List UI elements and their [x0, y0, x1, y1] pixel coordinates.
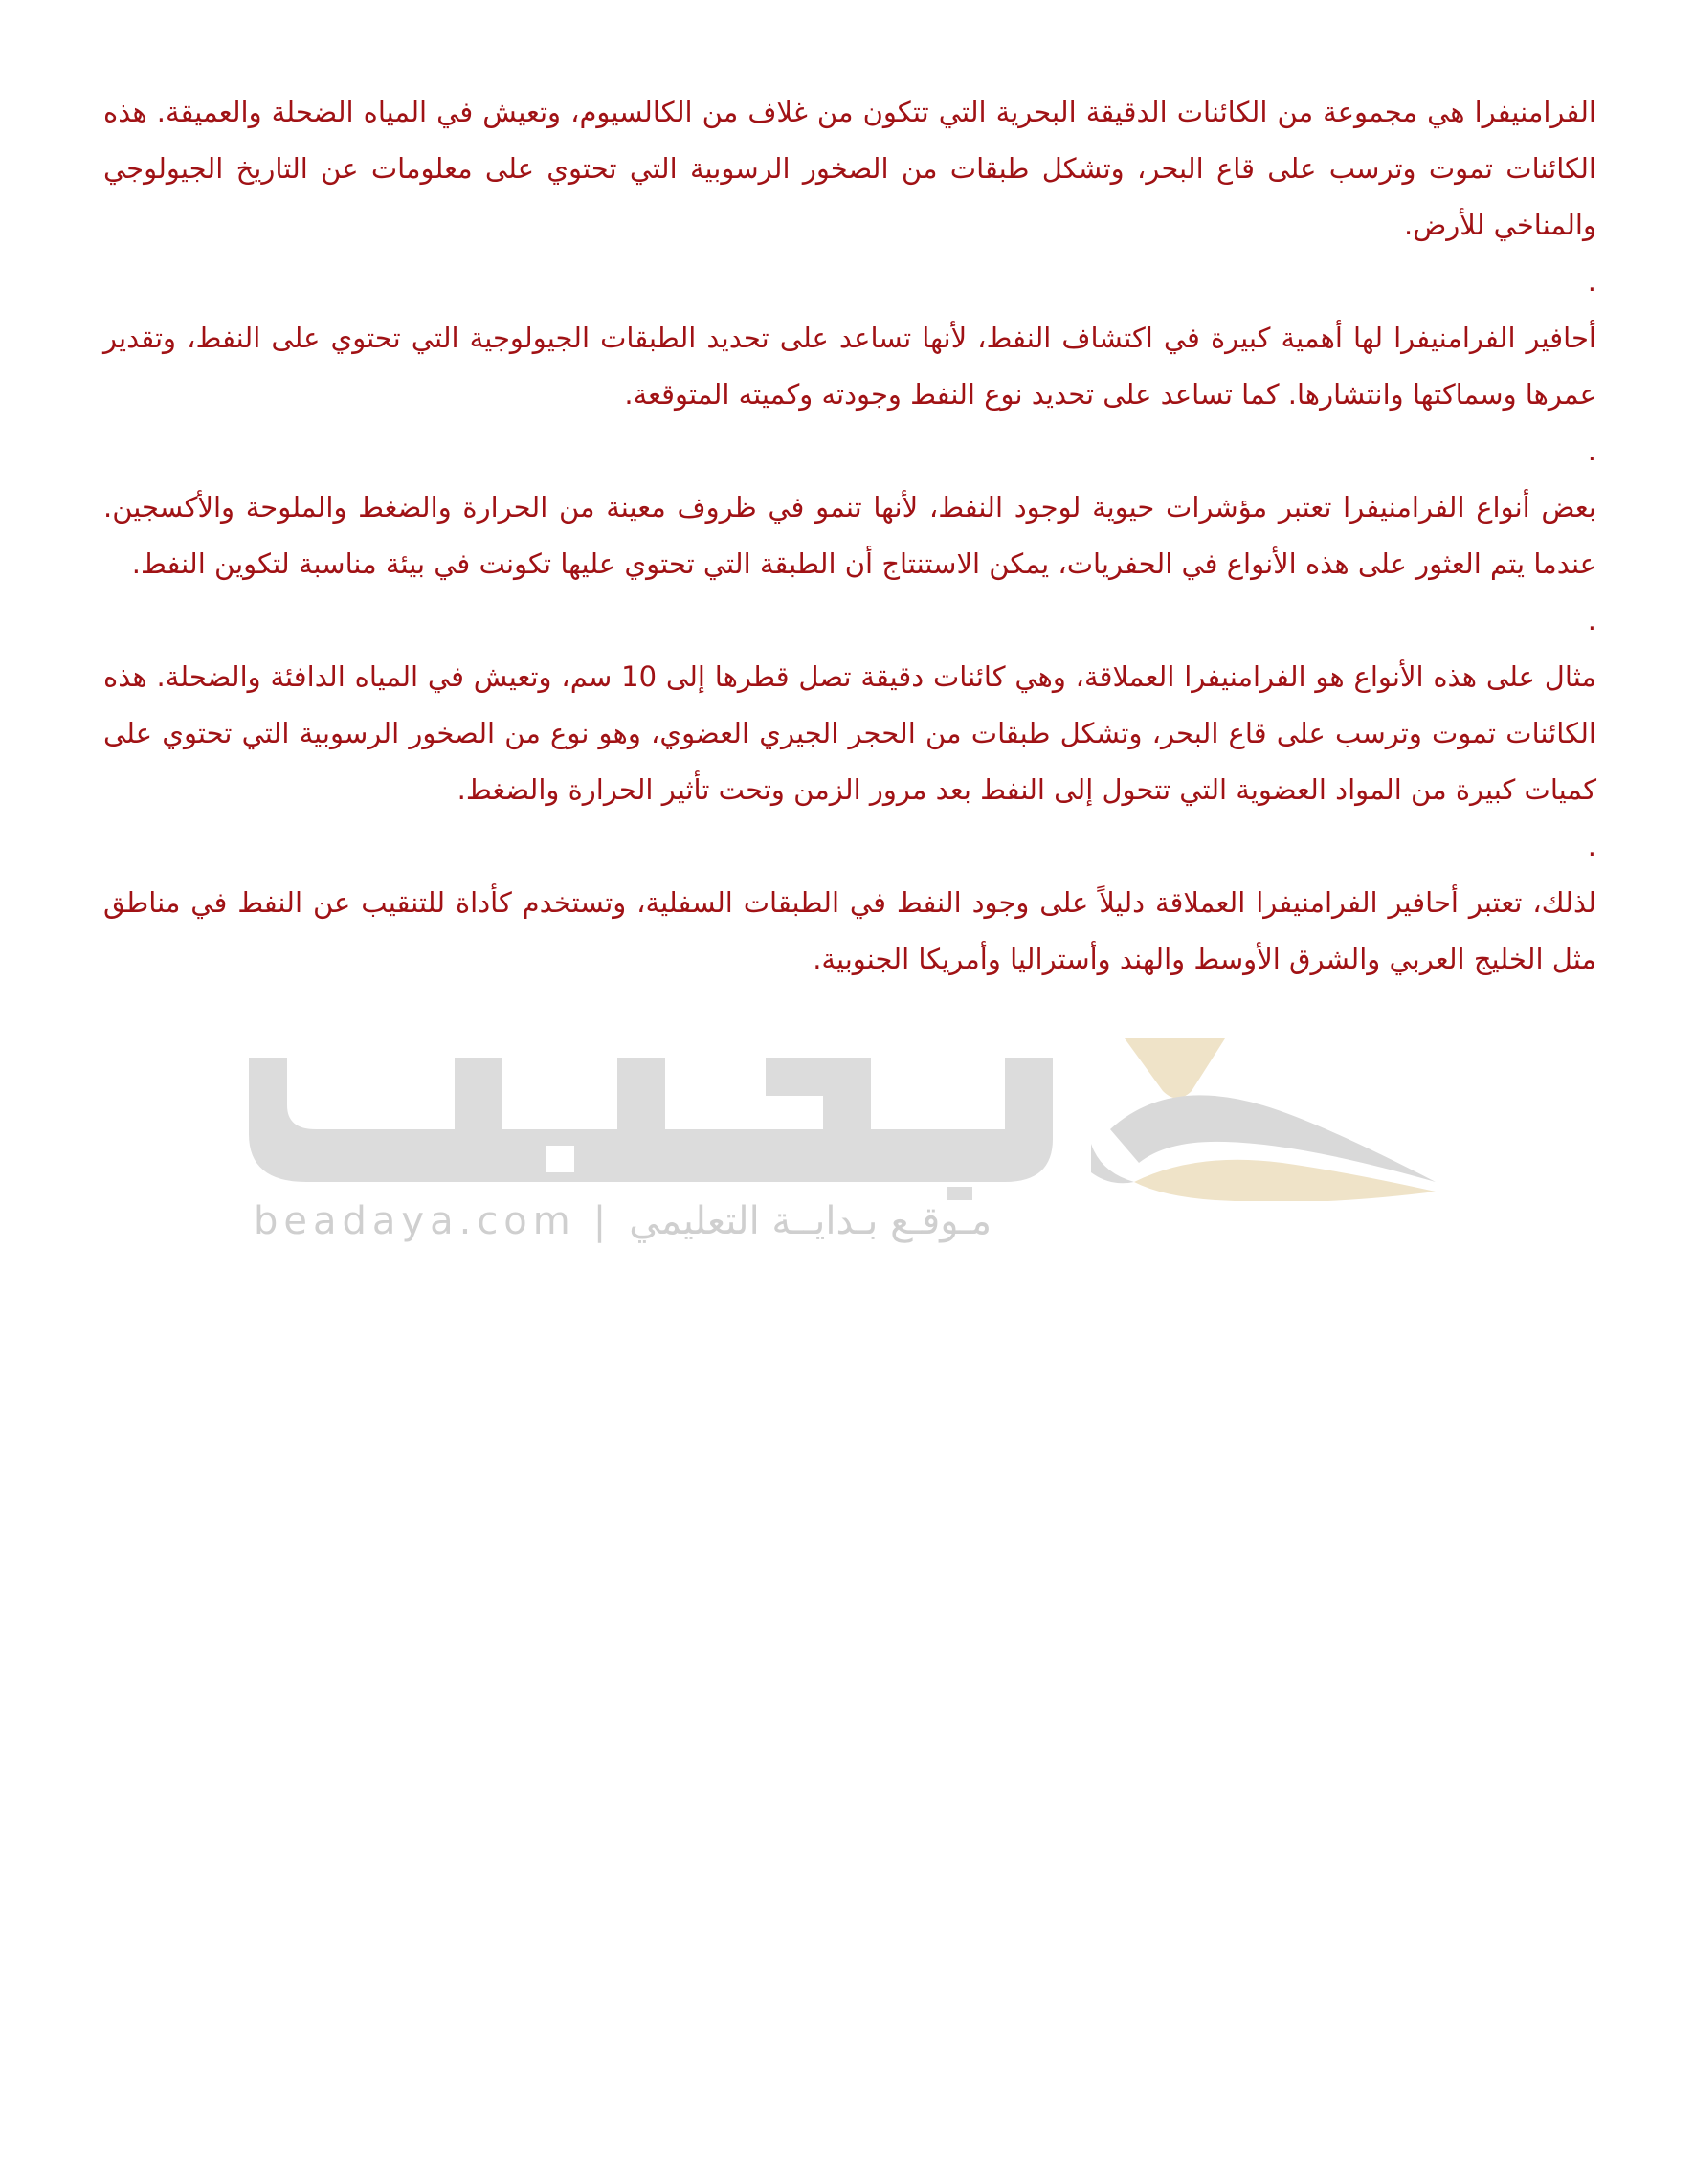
watermark-url: beadaya.com	[254, 1199, 576, 1243]
paragraph-separator: .	[1587, 435, 1596, 467]
logo-swoosh-icon	[1091, 1038, 1436, 1201]
paragraph-separator: .	[1587, 604, 1596, 636]
site-watermark	[249, 1038, 1436, 1249]
watermark-logo	[249, 1038, 1436, 1201]
paragraph-4: مثال على هذه الأنواع هو الفرامنيفرا العملاقة، وهي كائنات دقيقة تصل قطرها إلى 10 سم، وتعيش في المياه الدافئة والضحلة. هذه الكائنات تموت وترسب على قاع البحر، وتشكل طبقات من الحجر الجيري العضوي، وهو نوع من الصخور الرسوبية التي تحتوي على كميات كبيرة من المواد العضوية التي تتحول إلى النفط بعد مرور الزمن وتحت تأثير الحرارة والضغط.	[103, 660, 1596, 806]
watermark-caption	[254, 1196, 1053, 1246]
paragraph-separator: .	[1587, 265, 1596, 298]
logo-strokes	[249, 1058, 1053, 1200]
document-body	[103, 84, 1596, 988]
paragraph-5: لذلك، تعتبر أحافير الفرامنيفرا العملاقة دليلاً على وجود النفط في الطبقات السفلية، وتستخدم كأداة للتنقيب عن النفط في مناطق مثل الخليج العربي والشرق الأوسط والهند وأستراليا وأمريكا الجنوبية.	[103, 886, 1596, 975]
logo-letter	[455, 1058, 502, 1129]
paragraph-3: بعض أنواع الفرامنيفرا تعتبر مؤشرات حيوية لوجود النفط، لأنها تنمو في ظروف معينة من الحرارة والضغط والملوحة والأكسجين. عندما يتم العثور على هذه الأنواع في الحفريات، يمكن الاستنتاج أن الطبقة التي تحتوي عليها تكونت في بيئة مناسبة لتكوين النفط.	[103, 491, 1596, 580]
logo-letter	[766, 1058, 871, 1129]
paragraph-separator: .	[1587, 830, 1596, 862]
paragraph-1: الفرامنيفرا هي مجموعة من الكائنات الدقيقة البحرية التي تتكون من غلاف من الكالسيوم، وتعيش في المياه الضحلة والعميقة. هذه الكائنات تموت وترسب على قاع البحر، وتشكل طبقات من الصخور الرسوبية التي تحتوي على معلومات عن التاريخ الجيولوجي والمناخي للأرض.	[103, 96, 1596, 241]
logo-letter	[617, 1058, 665, 1129]
watermark-separator: |	[592, 1199, 613, 1243]
paragraph-2: أحافير الفرامنيفرا لها أهمية كبيرة في اكتشاف النفط، لأنها تساعد على تحديد الطبقات الجيولوجية التي تحتوي على النفط، وتقدير عمرها وسماكتها وانتشارها. كما تساعد على تحديد نوع النفط وجودته وكميته المتوقعة.	[103, 322, 1596, 411]
watermark-tagline: مـوقـع بـدايــة التعليمي	[629, 1199, 992, 1243]
